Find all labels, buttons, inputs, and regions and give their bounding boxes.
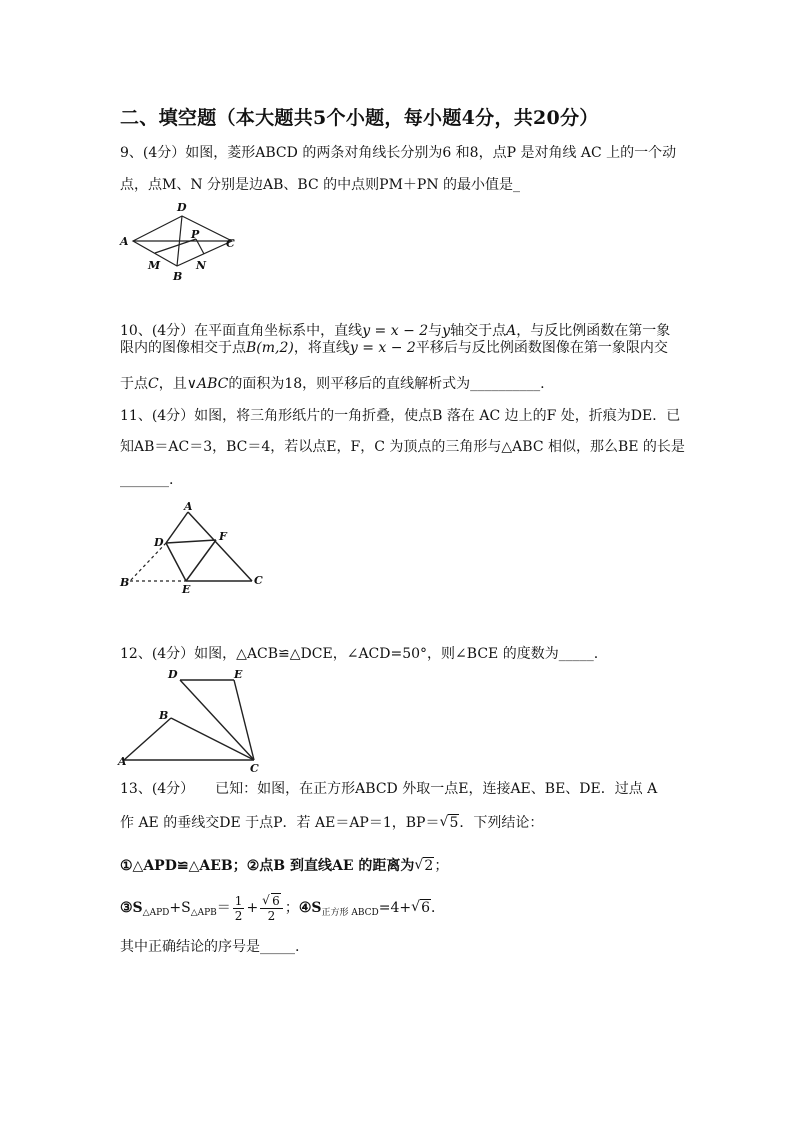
q10-text: ，且 — [158, 376, 187, 392]
q13-line1: 13、(4分） 已知：如图，在正方形ABCD 外取一点E，连接AE、BE、DE．过点 A — [120, 781, 658, 797]
q10-text: ，与反比例函数在第一象 — [516, 323, 671, 339]
q10-text: 与 — [428, 323, 443, 339]
label-f: F — [219, 530, 227, 543]
q10-eq1: y = x − 2 — [362, 323, 429, 339]
q13-line4 — [120, 890, 445, 928]
segment-df — [166, 540, 216, 543]
q11-line1: 11、(4分）如图，将三角形纸片的一角折叠，使点B 落在 AC 边上的F 处，折痕为DE．已 — [120, 408, 681, 424]
label-d: D — [154, 536, 164, 549]
label-e: E — [234, 668, 243, 681]
q13-text: =4+ — [378, 900, 412, 916]
label-c: C — [254, 574, 263, 587]
q13-line3 — [120, 856, 448, 876]
side-ad — [166, 512, 188, 543]
q10-line2 — [120, 338, 668, 358]
section-title: 二、填空题（本大题共5个小题，每小题4分，共20分） — [120, 107, 599, 129]
q10-text: 10、(4分）在平面直角坐标系中，直线 — [120, 323, 363, 339]
conclusion-2: ②点B 到直线AE 的距离为 — [246, 858, 415, 874]
conclusion-1: ①△APD≌△AEB； — [120, 858, 247, 874]
fold-de — [166, 543, 186, 581]
q10-text: 轴交于点 — [450, 323, 507, 339]
q10-text: 限内的图像相交于点 — [120, 340, 246, 356]
q13-text: ＝ — [216, 900, 231, 916]
q13-text: ．下列结论： — [459, 815, 544, 831]
q13-text: ； — [434, 858, 449, 874]
subscript-square: 正方形 ABCD — [321, 908, 379, 918]
label-b: B — [173, 270, 183, 283]
sqrt-5: √ 5 — [439, 813, 459, 833]
label-c: C — [250, 762, 259, 775]
q11-line2: 知AB＝AC＝3，BC＝4，若以点E，F，C 为顶点的三角形与△ABC 相似，那么BE 的长是 — [120, 439, 685, 455]
q12-line1: 12、(4分）如图，△ACB≌△DCE，∠ACD=50°，则∠BCE 的度数为_____. — [120, 646, 599, 662]
label-a: A — [120, 235, 129, 248]
label-b: B — [159, 709, 169, 722]
q10-text: 的面积为18，则平移后的直线解析式为__________. — [228, 376, 545, 392]
subscript-apd: △APD — [142, 908, 170, 918]
sqrt-2: √ 2 — [414, 856, 434, 876]
q10-line3 — [120, 374, 545, 394]
q10-eq2: y = x − 2 — [349, 340, 416, 356]
label-d: D — [168, 668, 178, 681]
label-m: M — [148, 259, 161, 272]
subscript-apb: △APB — [190, 908, 217, 918]
q13-line2 — [120, 813, 543, 833]
q13-text: + — [246, 900, 259, 916]
fraction-1-2: $\frac{1}{2}$ — [234, 893, 243, 923]
conclusion-4: ④S — [298, 900, 322, 916]
q10-y: y — [442, 323, 451, 339]
side-dc — [180, 680, 254, 760]
q10-text: ，将直线 — [293, 340, 350, 356]
side-bc — [171, 718, 254, 760]
q13-text: ； — [284, 900, 299, 916]
conclusion-3: ③S — [120, 900, 143, 916]
q10-text: 于点 — [120, 376, 148, 392]
q10-point-c: C — [148, 376, 159, 392]
sqrt-6: √ 6 — [411, 890, 431, 926]
q10-triangle: ∨ABC — [186, 376, 229, 392]
q11-fold-figure — [116, 500, 266, 598]
label-p: P — [191, 228, 200, 241]
label-a: A — [184, 500, 193, 513]
q10-text: 平移后与反比例函数图像在第一象限内交 — [415, 340, 668, 356]
side-ec — [234, 680, 254, 760]
q13-text: +S — [169, 900, 191, 916]
q12-triangles-figure — [116, 664, 266, 776]
q11-line3: _______. — [120, 472, 174, 488]
label-n: N — [196, 259, 207, 272]
segment-fe — [186, 540, 216, 581]
fraction-sqrt6-2: √ $\frac{6}{2}$ — [260, 894, 283, 923]
q13-text: ． — [431, 900, 446, 916]
side-ab — [124, 718, 171, 760]
label-a: A — [118, 755, 127, 768]
q10-point-b: B(m,2) — [246, 340, 294, 356]
side-ac — [188, 512, 252, 581]
q9-rhombus-figure — [114, 198, 244, 286]
q13-line5: 其中正确结论的序号是_____. — [120, 939, 300, 955]
label-d: D — [177, 201, 187, 214]
label-c: C — [226, 237, 235, 250]
q9-line2: 点，点M、N 分别是边AB、BC 的中点则PM＋PN 的最小值是_ — [120, 177, 521, 193]
q9-line1: 9、(4分）如图，菱形ABCD 的两条对角线长分别为6 和8，点P 是对角线 AC 上的一个动 — [120, 145, 677, 161]
label-e: E — [182, 583, 191, 596]
q13-text: 作 AE 的垂线交DE 于点P．若 AE＝AP＝1，BP＝ — [120, 815, 440, 831]
q10-point-a: A — [506, 323, 517, 339]
label-b: B — [120, 576, 130, 589]
